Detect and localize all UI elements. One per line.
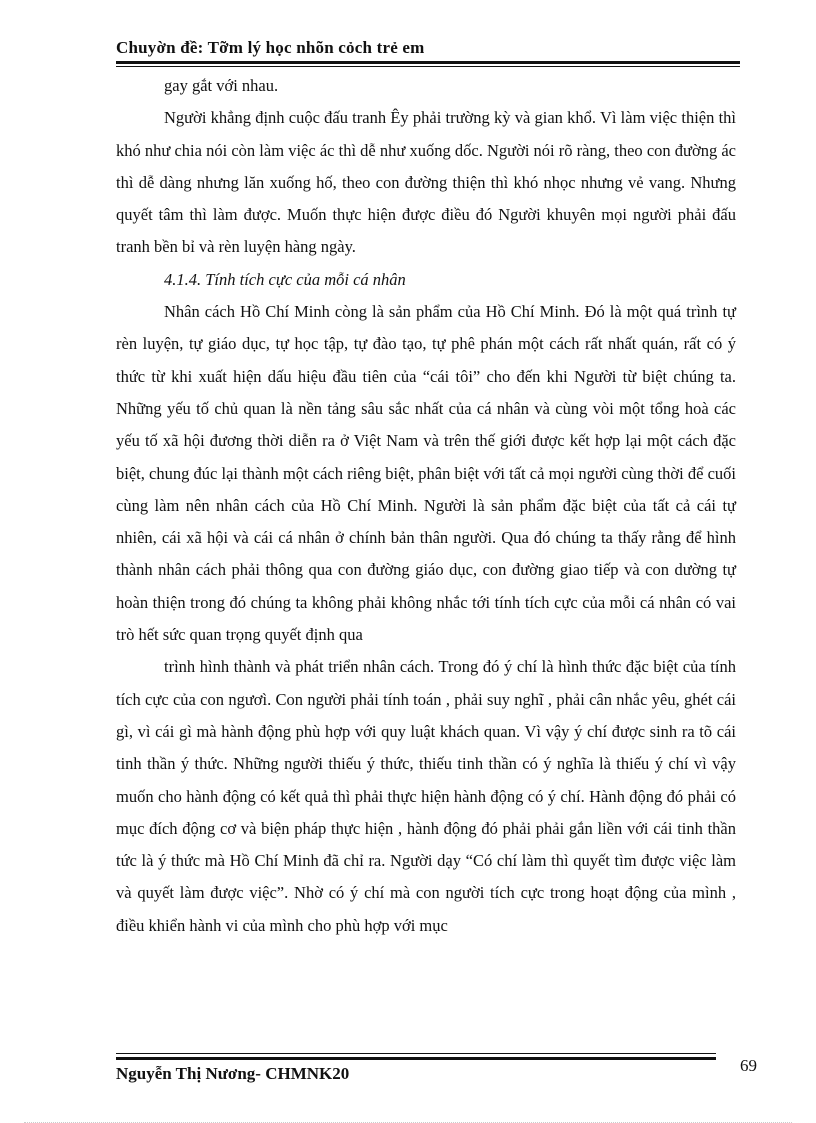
footer-rule-thick [116, 1057, 716, 1060]
paragraph-personality: Nhân cách Hồ Chí Minh còng là sản phẩm của Hồ Chí Minh. Đó là một quá trình tự rèn luyện, tự giáo dục, tự học tập, tự đào tạo, tự phê phán một cách rất nhất quán, rất có ý thức từ khi xuất hiện dấu hiệu đầu tiên của “cái tôi” cho đến khi Người từ biệt chúng ta. Những yếu tố chủ quan là nền tảng sâu sắc nhất của cá nhân và cùng vòi một tổng hoà các yếu tố xã hội đương thời diễn ra ở Việt Nam và trên thế giới được kết hợp lại một cách đặc biệt, chung đúc lại thành một cách riêng biệt, phân biệt với tất cả mọi người cùng thời để cuối cùng làm nên nhân cách của Hồ Chí Minh. Người là sản phẩm đặc biệt của tất cả cái tự nhiên, cái xã hội và cái cá nhân ở chính bản thân người. Qua đó chúng ta thấy rằng để hình thành nhân cách phải thông qua con đường giáo dục, con đường giao tiếp và con dường tự hoàn thiện trong đó chúng ta không phải không nhắc tới tính tích cực của mỗi cá nhân có vai trò hết sức quan trọng quyết định qua [116, 302, 736, 645]
paragraph-intro-end: gay gắt với nhau. [164, 76, 279, 95]
document-body [116, 70, 736, 942]
header-title: Chuyờn đề: Tỡm lý học nhõn cỏch trẻ em [116, 38, 425, 57]
header-rule-thick [116, 61, 740, 64]
footer-rule-thin [116, 1053, 716, 1054]
footer-author: Nguyễn Thị Nương- CHMNK20 [116, 1064, 350, 1083]
paragraph-struggle: Người khẳng định cuộc đấu tranh Êy phải trường kỳ và gian khổ. Vì làm việc thiện thì khó như chia nói còn làm việc ác thì dễ như xuống dốc. Người nói rõ ràng, theo con đường ác thì dễ dàng nhưng lăn xuống hố, theo con đường thiện thì khó nhọc nhưng vẻ vang. Nhưng quyết tâm thì làm được. Muốn thực hiện được điều đó Người khuyên mọi người phải đấu tranh bền bỉ và rèn luyện hàng ngày. [116, 108, 736, 257]
page-number: 69 [740, 1056, 757, 1075]
header-rule-thin [116, 66, 740, 67]
section-heading: 4.1.4. Tính tích cực của mỗi cá nhân [164, 269, 406, 289]
paragraph-will: trình hình thành và phát triển nhân cách. Trong đó ý chí là hình thức đặc biệt của tính tích cực của con ngươì. Con người phải tính toán , phải suy nghĩ , phải cân nhắc yêu, ghét cái gì, vì cái gì mà hành động phù hợp với quy luật khách quan. Vì vậy ý chí được sinh ra tõ cái tinh thần ý thức. Những người thiếu ý thức, thiếu tinh thần có ý nghĩa là thiếu ý chí vì vậy muốn cho hành động có kết quả thì phải thực hiện hành động có ý chí. Hành động đó phải có mục đích động cơ và biện pháp thực hiện , hành động đó phải phải gắn liền với cái tinh thần tức là ý thức mà Hồ Chí Minh đã chỉ ra. Người dạy “Có chí làm thì quyết tìm được việc làm và quyết làm được việc”. Nhờ có ý chí mà con người tích cực trong hoạt động của mình , điều khiển hành vi của mình cho phù hợp với mục [116, 657, 736, 935]
